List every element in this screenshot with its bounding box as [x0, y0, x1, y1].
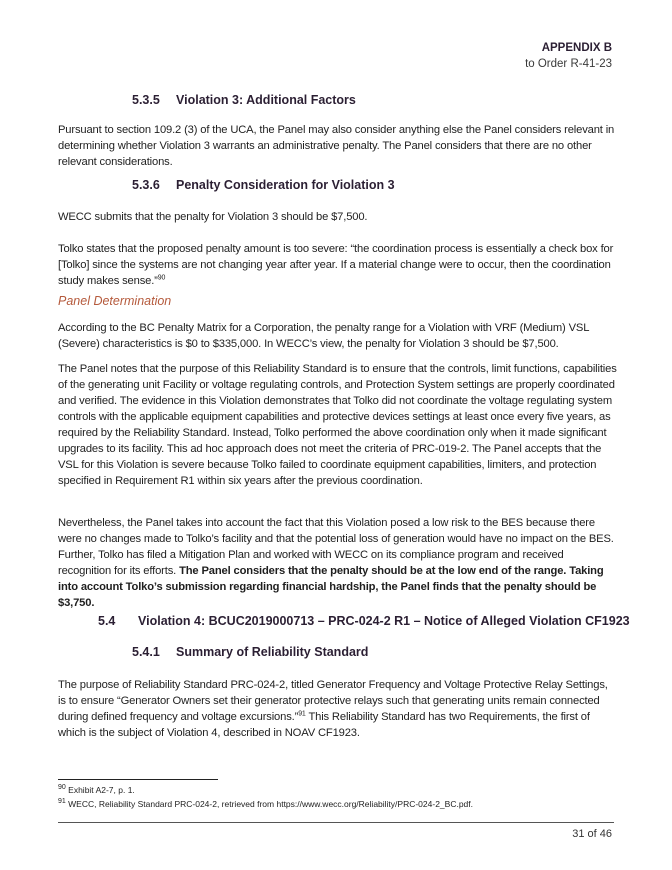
footnote-number: 91 — [58, 798, 66, 806]
page-number: 31 of 46 — [572, 828, 612, 840]
panel-determination-heading: Panel Determination — [58, 294, 172, 308]
appendix-label: APPENDIX B — [541, 42, 612, 54]
footnote-text[interactable]: WECC, Reliability Standard PRC-024-2, retrieved from https://www.wecc.org/Reliability/PRC-024-2_BC.pdf. — [65, 799, 473, 809]
section-title: Penalty Consideration for Violation 3 — [176, 178, 395, 192]
paragraph-panel-notes: The Panel notes that the purpose of this Reliability Standard is to ensure that the controls, limit functions, capabilities of the generating unit Facility or voltage regulating controls, and Protection System settings are properly coordinated and verified. The evidence in this Violation demonstrates that Tolko did not coordinate the voltage regulating system controls with the applicable equipment capabilities and protective devices settings at least once every five years, as required by the Reliability Standard. Instead, Tolko performed the above coordination only when it made significant upgrades to its facility. This ad hoc approach does not meet the criteria of PRC-019-2. The Panel accepts that the VSL for this Violation is severe because Tolko failed to coordinate equipment capabilities, limiters, and protection specified in Requirement R1 within six years after the previous coordination. — [58, 363, 617, 487]
footnote-90 — [58, 785, 135, 795]
section-number: 5.4 — [98, 614, 116, 628]
section-number: 5.3.5 — [132, 93, 160, 107]
footnote-separator — [58, 779, 218, 780]
heading-5-4 — [98, 614, 630, 628]
footnote-ref-91[interactable]: 91 — [298, 710, 306, 718]
paragraph-reliability-standard-summary — [58, 677, 618, 741]
paragraph-tolko-statement — [58, 241, 618, 289]
paragraph-penalty-matrix: According to the BC Penalty Matrix for a Corporation, the penalty range for a Violation with VRF (Medium) VSL (Severe) characteristics is $0 to $335,000. In WECC’s view, the penalty for Violation 3 should be $7,500. — [58, 322, 589, 350]
footnote-91 — [58, 799, 473, 809]
order-reference: to Order R-41-23 — [525, 58, 612, 70]
footnote-text: Exhibit A2-7, p. 1. — [65, 785, 135, 795]
nevertheless-text: Nevertheless, the Panel takes into account the fact that this Violation posed a low risk to the BES because there were no changes made to Tolko’s facility and that the potential loss of generation would have no impact on the BES. Further, Tolko has filed a Mitigation Plan and worked with WECC on its compliance program and received recognition for its efforts. — [58, 517, 614, 577]
panel-finding-bold: The Panel considers that the penalty should be at the low end of the range. Taking into account Tolko’s submission regarding financial hardship, the Panel finds that the penalty should be $3,750. — [58, 565, 604, 609]
footnote-ref-90[interactable]: 90 — [157, 274, 166, 282]
section-title: Summary of Reliability Standard — [176, 645, 369, 659]
heading-5-4-1 — [132, 645, 368, 659]
footnote-number: 90 — [58, 784, 66, 792]
footer-separator — [58, 822, 614, 823]
page-header — [525, 41, 612, 72]
paragraph-nevertheless — [58, 515, 618, 611]
heading-5-3-5 — [132, 93, 356, 107]
summary-text-b: This Reliability Standard has two Requirements, the first of which is the subject of Violation 4, described in NOAV CF1923. — [58, 711, 590, 739]
summary-text-a: The purpose of Reliability Standard PRC-024-2, titled Generator Frequency and Voltage Protective Relay Settings, is to ensure “Generator Owners set their generator protective relays such that generating units remain connected during defined frequency and voltage excursions.” — [58, 679, 608, 723]
paragraph-wecc-submission: WECC submits that the penalty for Violation 3 should be $7,500. — [58, 211, 368, 223]
section-title: Violation 4: BCUC2019000713 – PRC-024-2 R1 – Notice of Alleged Violation CF1923 — [138, 614, 630, 628]
paragraph-additional-factors: Pursuant to section 109.2 (3) of the UCA, the Panel may also consider anything else the Panel considers relevant in determining whether Violation 3 warrants an administrative penalty. The Panel considers that there are no other relevant considerations. — [58, 124, 615, 168]
heading-5-3-6 — [132, 178, 395, 192]
tolko-statement-text: Tolko states that the proposed penalty amount is too severe: “the coordination process is essentially a check box for [Tolko] since the systems are not changing year after year. If a material change were to occur, then the coordination study makes sense.” — [58, 243, 614, 287]
section-title: Violation 3: Additional Factors — [176, 93, 356, 107]
section-number: 5.4.1 — [132, 645, 160, 659]
section-number: 5.3.6 — [132, 178, 160, 192]
